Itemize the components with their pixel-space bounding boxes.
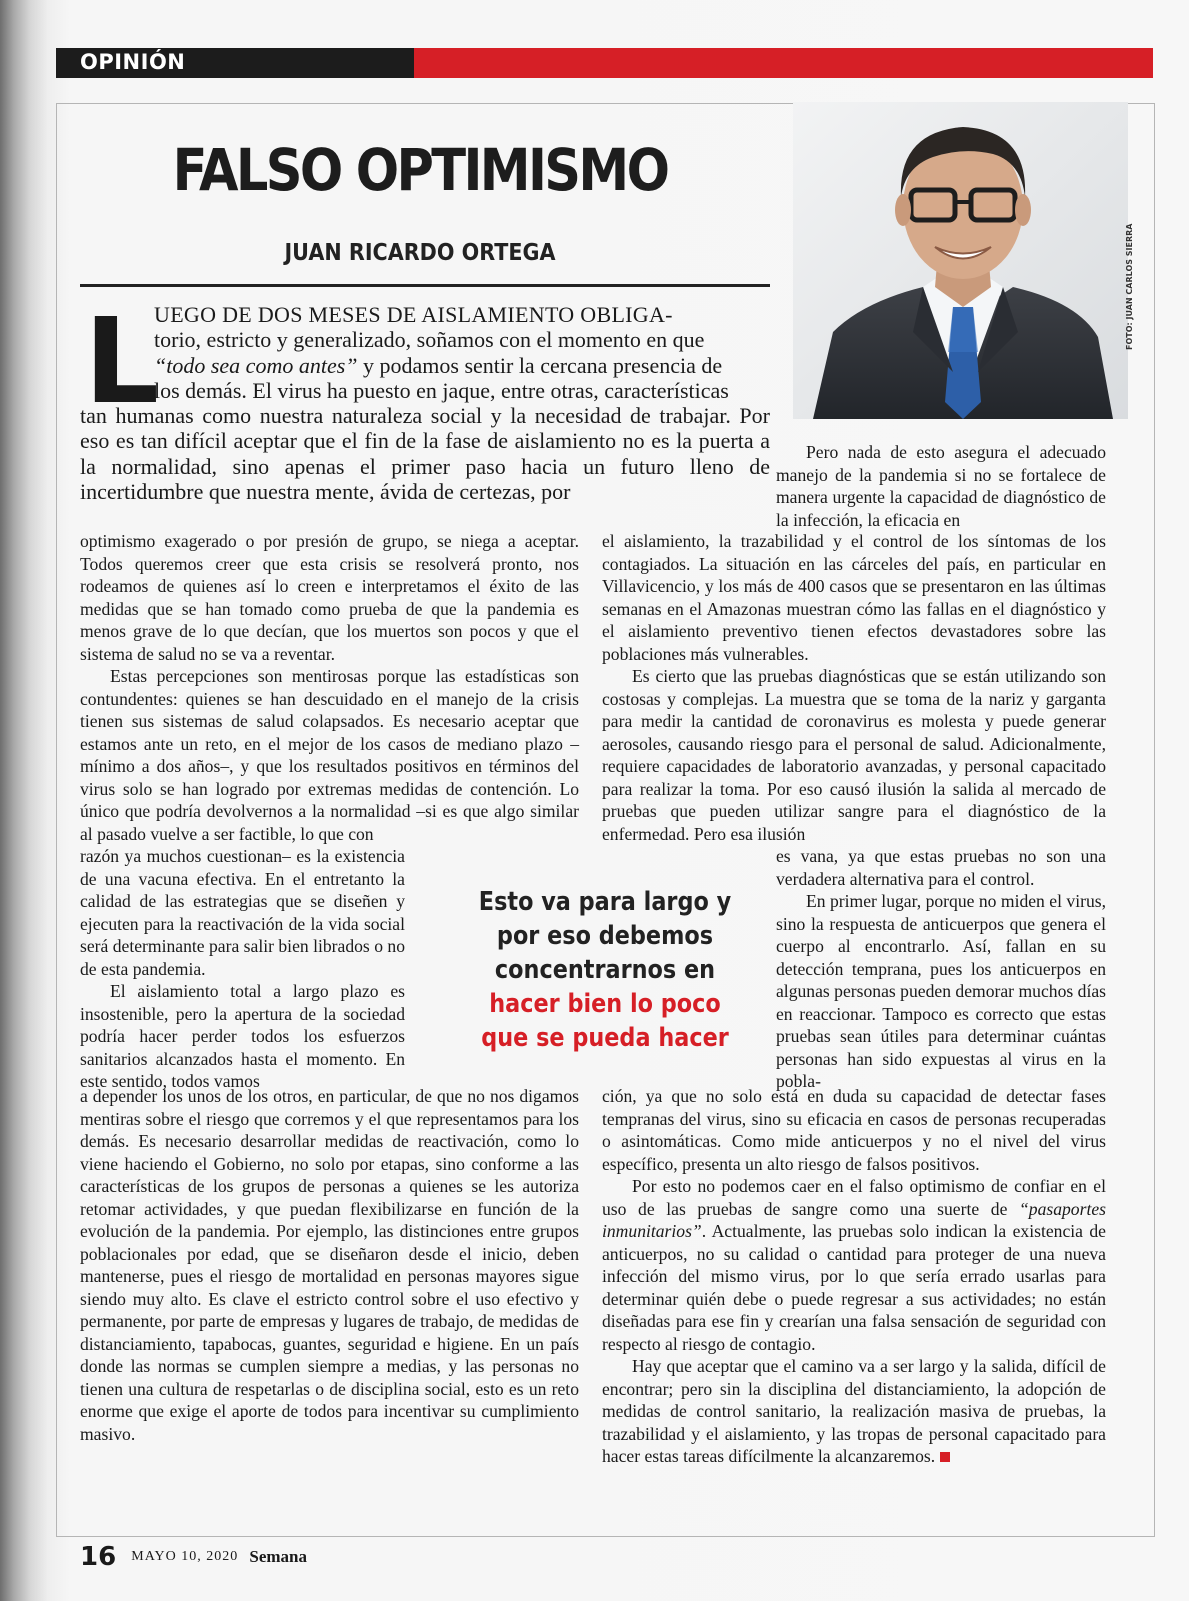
col1-paragraph-2b: razón ya muchos cuestionan– es la existencia de una vacuna efectiva. En el entretanto la calidad de las estrategias que se diseñen y ejecuten para la reactivación de la vida social será determinante para salir bien librados o no de esta pandemia. bbox=[80, 846, 405, 979]
drop-cap: L bbox=[84, 292, 160, 430]
page-footer bbox=[80, 1542, 307, 1572]
page-number: 16 bbox=[80, 1542, 117, 1572]
column-right-narrow bbox=[776, 845, 1106, 1093]
col2-p4-b: . Actualmente, las pruebas solo indican la existencia de anticuerpos, no su calidad o cantidad para proteger de una nueva infección del mismo virus, por lo que sería errado usarlas para determinar quién debe o puede regresar a sus actividades; no están diseñadas para ese fin y crearían una falsa sensación de seguridad con respecto al riesgo de contagio. bbox=[602, 1221, 1106, 1354]
col3-paragraph: Pero nada de esto asegura el adecuado manejo de la pandemia si no se fortalece de manera urgente la capacidad de diagnóstico de la infección, la eficacia en bbox=[776, 442, 1106, 530]
lead-rest: tan humanas como nuestra naturaleza social y la necesidad de trabajar. Por eso es tan difícil aceptar que el fin de la fase de aislamiento no es la puerta a la normalidad, sino apenas el primer paso hacia un futuro lleno de incertidumbre que nuestra mente, ávida de certezas, por bbox=[80, 403, 770, 505]
section-bar bbox=[56, 48, 1153, 78]
article-title: FALSO OPTIMISMO bbox=[172, 136, 668, 204]
col2-paragraph-5 bbox=[602, 1355, 1106, 1468]
column-right-top bbox=[776, 441, 1106, 531]
col2-paragraph-3: En primer lugar, porque no miden el virus, sino la respuesta de anticuerpos que genera el cuerpo al encontrarlo. Así, fallan en su detección temprana, pues los anticuerpos en algunas personas pueden demorar muchos días en reaccionar. Tampoco es correcto que estas pruebas sean útiles para determinar cuántas personas han sido expuestas al virus en la pobla- bbox=[776, 891, 1106, 1091]
col1-paragraph-2: Estas percepciones son mentirosas porque las estadísticas son contundentes: quienes se han descuidado en el manejo de la crisis tienen sus sistemas de salud colapsados. Es necesario aceptar que estamos ante un reto, en el mejor de los casos de mediano plazo –mínimo a dos años–, y que los resultados positivos en términos del virus solo se han logrado por extremas medidas de contención. Lo único que podría devolvernos a la normalidad –si es que algo similar al pasado vuelve a ser factible, lo que con bbox=[80, 666, 579, 844]
column-middle-upper bbox=[602, 530, 1106, 845]
column-left-narrow bbox=[80, 845, 405, 1093]
section-label: OPINIÓN bbox=[80, 50, 186, 74]
pull-quote-line-5: que se pueda hacer bbox=[481, 1023, 729, 1053]
pull-quote-line-3: concentrarnos en bbox=[494, 955, 716, 985]
lead-quote: “todo sea como antes” bbox=[154, 352, 358, 378]
lead-line-3 bbox=[154, 353, 770, 378]
col2-paragraph-2: Es cierto que las pruebas diagnósticas que se están utilizando son costosas y complejas. La muestra que se toma de la nariz y garganta para medir la cantidad de coronavirus es molesta y puede generar aerosoles, causando riesgo para el personal de salud. Adicionalmente, requiere capacidades de laboratorio avanzadas, y personal capacitado para realizar la toma. Por eso causó ilusión la salida al mercado de pruebas que pueden utilizar sangre para el diagnóstico de la enfermedad. Pero esa ilusión bbox=[602, 666, 1106, 844]
issue-date: MAYO 10, 2020 bbox=[131, 1549, 239, 1564]
lead-line-3-rest: y podamos sentir la cercana presencia de bbox=[357, 352, 723, 378]
article-author: JUAN RICARDO ORTEGA bbox=[284, 240, 556, 266]
col2-p5-text: Hay que aceptar que el camino va a ser largo y la salida, difícil de encontrar; pero sin la disciplina del distanciamiento, la adopción de medidas de control sanitario, la realización masiva de pruebas, la trazabilidad y el aislamiento, y las tropas de personal capacitado para hacer estas tareas difícilmente la alcanzaremos. bbox=[602, 1356, 1106, 1466]
col2-paragraph-4 bbox=[602, 1175, 1106, 1355]
col2-p4-a: Por esto no podemos caer en el falso optimismo de confiar en el uso de las pruebas de sangre como una suerte de bbox=[602, 1176, 1106, 1219]
photo-credit: FOTO: JUAN CARLOS SIERRA bbox=[1125, 223, 1134, 350]
end-mark-icon bbox=[940, 1452, 950, 1462]
lead-line-2: torio, estricto y generalizado, soñamos con el momento en que bbox=[154, 327, 705, 353]
lead-paragraph bbox=[80, 292, 770, 505]
col2-p4-quote: “pasaportes inmunitarios” bbox=[602, 1198, 1106, 1241]
pull-quote-line-1: Esto va para largo y bbox=[478, 887, 732, 917]
col1-paragraph-3: El aislamiento total a largo plazo es insostenible, pero la apertura de la sociedad podría hacer perder todos los esfuerzos sanitarios alcanzados hasta el momento. En este sentido, todos vamos bbox=[80, 981, 405, 1091]
column-left-upper bbox=[80, 530, 579, 845]
col2-paragraph-1: el aislamiento, la trazabilidad y el control de los síntomas de los contagiados. La situación en las cárceles del país, en particular en Villavicencio, y los más de 400 casos que se presentaron en las últimas semanas en el Amazonas muestran cómo las fallas en el diagnóstico y el aislamiento preventivo tienen efectos devastadores sobre las poblaciones más vulnerables. bbox=[602, 531, 1106, 664]
magazine-name: Semana bbox=[249, 1547, 307, 1566]
pull-quote-line-2: por eso debemos bbox=[496, 921, 714, 951]
col2-paragraph-3b: ción, ya que no solo está en duda su capacidad de detectar fases tempranas del virus, sino su eficacia en casos de personas recuperadas o asintomáticas. Como mide anticuerpos y no el nivel del virus específico, presenta un alto riesgo de falsos positivos. bbox=[602, 1086, 1106, 1174]
pull-quote bbox=[467, 885, 742, 1055]
lead-line-1: UEGO DE DOS MESES DE AISLAMIENTO OBLIGA- bbox=[154, 302, 673, 327]
column-left-lower bbox=[80, 1085, 579, 1445]
col1-paragraph-3b: a depender los unos de los otros, en particular, de que no nos digamos mentiras sobre el riesgo que corremos y el que representamos para los demás. Es necesario desarrollar medidas de reactivación, como lo viene haciendo el Gobierno, no solo por etapas, sino conforme a las características de los grupos de personas a quienes se les autoriza retomar actividades, y que puedan flexibilizarse en función de la evolución de la pandemia. Por ejemplo, las distinciones entre grupos poblacionales por edad, que se diseñaron desde el inicio, deben mantenerse, pues el riesgo de mortalidad en personas mayores sigue siendo muy alto. Es clave el estricto control sobre el uso efectivo y permanente, por parte de empresas y lugares de trabajo, de medidas de distanciamiento, tapabocas, guantes, seguridad e higiene. En un país donde las normas se cumplen siempre a medias, y las personas no tienen una cultura de respetarlas o de disciplina social, esto es un reto enorme que exige el aporte de todos para incentivar su cumplimiento masivo. bbox=[80, 1086, 579, 1444]
author-photo bbox=[793, 102, 1128, 419]
title-rule bbox=[80, 284, 770, 287]
pull-quote-line-4: hacer bien lo poco bbox=[489, 989, 721, 1019]
lead-line-4: los demás. El virus ha puesto en jaque, entre otras, características bbox=[154, 377, 729, 403]
portrait-illustration bbox=[793, 102, 1128, 419]
column-middle-lower bbox=[602, 1085, 1106, 1468]
col2-paragraph-2b: es vana, ya que estas pruebas no son una verdadera alternativa para el control. bbox=[776, 846, 1106, 889]
col1-paragraph-1: optimismo exagerado o por presión de grupo, se niega a aceptar. Todos queremos creer que esta crisis se resolverá pronto, nos rodeamos de quienes así lo creen e interpretamos el éxito de las medidas que se han tomado como prueba de que la pandemia es menos grave de lo que decían, que los muertos son pocos y que el sistema de salud no se va a reventar. bbox=[80, 531, 579, 664]
